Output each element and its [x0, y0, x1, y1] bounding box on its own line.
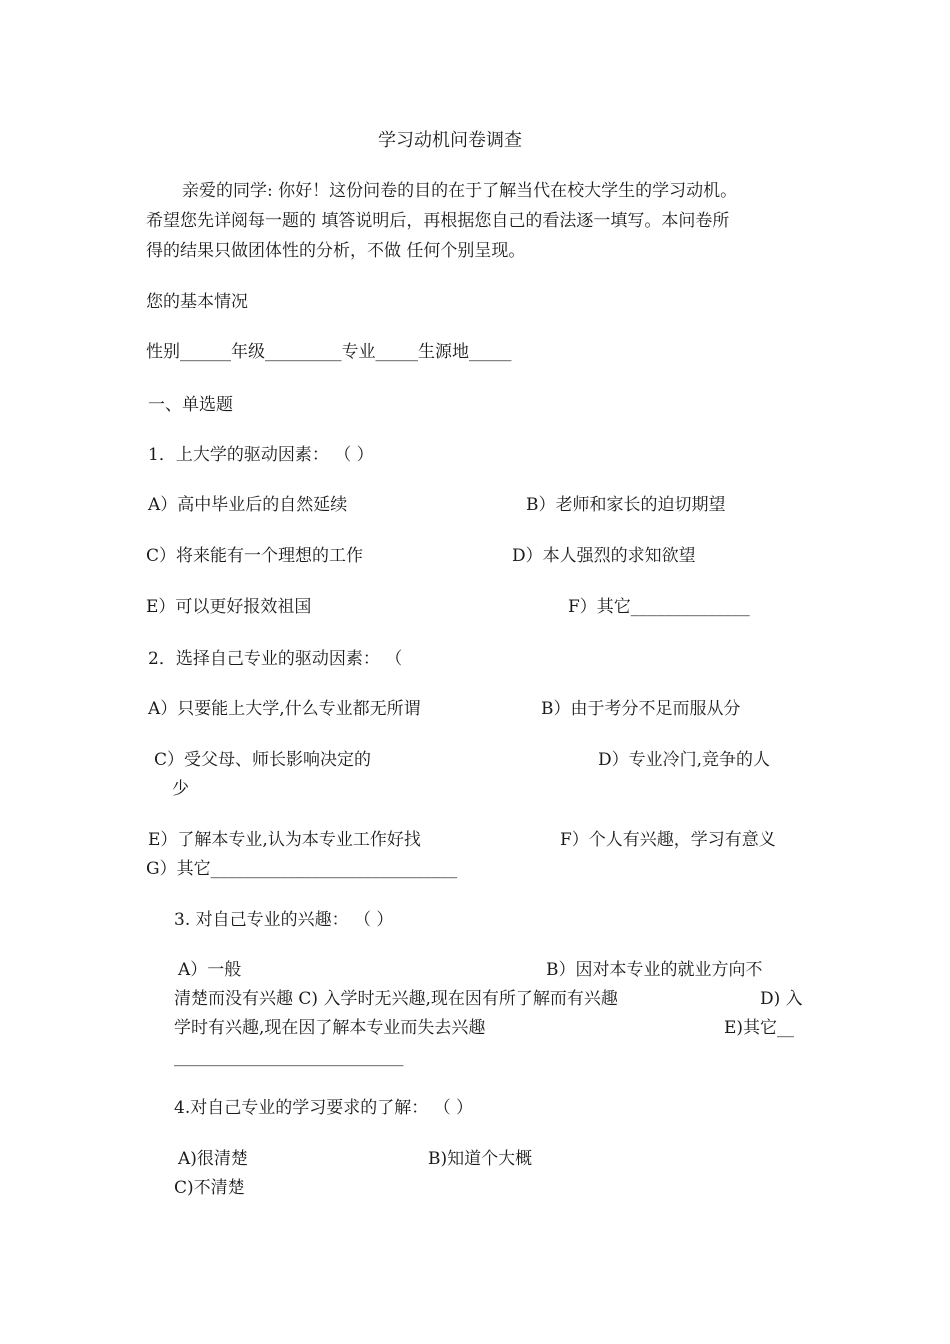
q2-option-c[interactable]: C）受父母、师长影响决定的: [154, 750, 372, 770]
q1-option-e[interactable]: E）可以更好报效祖国: [146, 597, 312, 617]
section-single-choice: 一、单选题: [148, 395, 233, 415]
q2-option-g[interactable]: G）其它_____________________________: [146, 859, 458, 879]
q1-option-b[interactable]: B）老师和家长的迫切期望: [526, 495, 726, 515]
q3-line-4[interactable]: ___________________________: [174, 1047, 404, 1067]
q4-option-a[interactable]: A)很清楚: [178, 1149, 248, 1169]
q2-option-d-continued: 少: [172, 779, 189, 799]
q2-option-b[interactable]: B）由于考分不足而服从分: [541, 699, 741, 719]
intro-line-2: 希望您先详阅每一题的 填答说明后，再根据您自己的看法逐一填写。本问卷所: [146, 211, 730, 231]
q1-option-c[interactable]: C）将来能有一个理想的工作: [146, 546, 364, 566]
q4-option-c[interactable]: C)不清楚: [174, 1178, 245, 1198]
page-title: 学习动机问卷调查: [378, 130, 522, 151]
q4-option-b[interactable]: B)知道个大概: [428, 1149, 533, 1169]
q1-option-a[interactable]: A）高中毕业后的自然延续: [148, 495, 348, 515]
basic-info-heading: 您的基本情况: [146, 292, 248, 312]
q2-option-d[interactable]: D）专业冷门,竞争的人: [598, 750, 771, 770]
q3-option-d[interactable]: D) 入: [760, 989, 803, 1009]
q1-stem: 1．上大学的驱动因素： （ ）: [148, 445, 374, 465]
q3-option-b[interactable]: B）因对本专业的就业方向不: [546, 960, 763, 980]
q4-stem: 4.对自己专业的学习要求的了解： （ ）: [174, 1098, 474, 1118]
q3-line-3: 学时有兴趣,现在因了解本专业而失去兴趣: [174, 1018, 486, 1038]
intro-line-3: 得的结果只做团体性的分析，不做 任何个别呈现。: [146, 241, 526, 261]
intro-line-1: 亲爱的同学: 你好！这份问卷的目的在于了解当代在校大学生的学习动机。: [182, 181, 738, 201]
q2-option-e[interactable]: E）了解本专业,认为本专业工作好找: [148, 830, 421, 850]
q3-option-a[interactable]: A）一般: [178, 960, 242, 980]
q3-line-2[interactable]: 清楚而没有兴趣 C) 入学时无兴趣,现在因有所了解而有兴趣: [174, 989, 618, 1009]
q2-option-a[interactable]: A）只要能上大学,什么专业都无所谓: [148, 699, 421, 719]
basic-info-fields[interactable]: 性别______年级_________专业_____生源地_____: [146, 342, 512, 362]
q1-option-d[interactable]: D）本人强烈的求知欲望: [512, 546, 696, 566]
q3-option-e[interactable]: E)其它__: [724, 1018, 795, 1038]
q1-option-f[interactable]: F）其它______________: [568, 597, 750, 617]
q2-stem: 2．选择自己专业的驱动因素： （: [148, 649, 403, 669]
q3-stem: 3. 对自己专业的兴趣： （ ）: [174, 910, 394, 930]
q2-option-f[interactable]: F）个人有兴趣，学习有意义: [560, 830, 776, 850]
